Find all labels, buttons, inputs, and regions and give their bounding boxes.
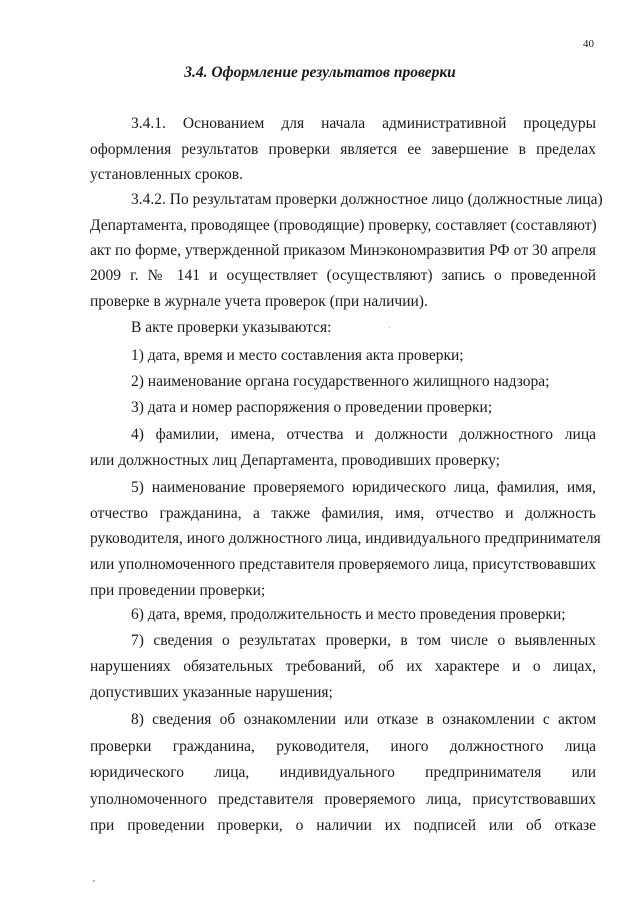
text-line: оформления результатов проверки является ее завершение в пределах <box>90 141 596 158</box>
text-line: 2009 г. № 141 и осуществляет (осуществляют) запись о проведенной <box>90 267 596 284</box>
section-title: 3.4. Оформление результатов проверки <box>184 64 456 81</box>
text-line: отчество гражданина, а также фамилия, имя, отчество и должность <box>90 505 596 522</box>
text-line: или должностных лиц Департамента, проводивших проверку; <box>90 452 500 469</box>
text-line: юридического лица, индивидуального предпринимателя или <box>90 764 596 781</box>
scan-speck <box>93 880 95 882</box>
text-line: проверке в журнале учета проверок (при наличии). <box>90 293 428 310</box>
text-line: 3.4.2. По результатам проверки должностное лицо (должностные лица) <box>131 191 603 208</box>
text-line: при проведении проверки; <box>90 582 266 599</box>
text-line: акт по форме, утвержденной приказом Минэкономразвития РФ от 30 апреля <box>90 242 596 259</box>
text-line: 2) наименование органа государственного жилищного надзора; <box>131 373 550 390</box>
text-line: установленных сроков. <box>90 166 243 183</box>
text-line: уполномоченного представителя проверяемого лица, присутствовавших <box>90 791 596 808</box>
text-line: 3.4.1. Основанием для начала административной процедуры <box>131 115 596 132</box>
text-line: 7) сведения о результатах проверки, в том числе о выявленных <box>131 632 596 649</box>
text-line: руководителя, иного должностного лица, индивидуального предпринимателя <box>90 530 601 547</box>
text-line: 8) сведения об ознакомлении или отказе в ознакомлении с актом <box>131 711 596 728</box>
text-line: 4) фамилии, имена, отчества и должности должностного лица <box>131 426 596 443</box>
scan-speck <box>389 327 390 328</box>
text-line: 5) наименование проверяемого юридического лица, фамилия, имя, <box>131 479 596 496</box>
text-line: или уполномоченного представителя проверяемого лица, присутствовавших <box>90 556 596 573</box>
text-line: нарушениях обязательных требований, об их характере и о лицах, <box>90 658 596 675</box>
text-line: В акте проверки указываются: <box>131 319 332 336</box>
text-line: 1) дата, время и место составления акта проверки; <box>131 347 464 364</box>
text-line: проверки гражданина, руководителя, иного должностного лица <box>90 738 596 755</box>
text-line: 3) дата и номер распоряжения о проведении проверки; <box>131 399 493 416</box>
text-line: при проведении проверки, о наличии их подписей или об отказе <box>90 817 596 834</box>
text-line: допустивших указанные нарушения; <box>90 684 333 701</box>
page-number: 40 <box>583 38 594 50</box>
text-line: Департамента, проводящее (проводящие) проверку, составляет (составляют) <box>90 217 597 234</box>
text-line: 6) дата, время, продолжительность и место проведения проверки; <box>131 606 566 623</box>
